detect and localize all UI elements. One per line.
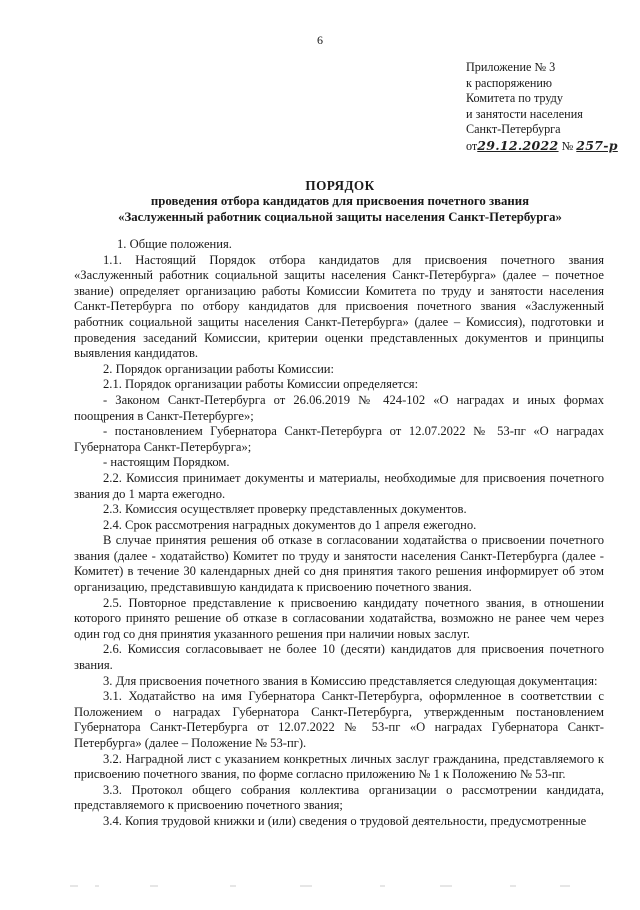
date-prefix: от bbox=[466, 138, 478, 153]
paragraph: В случае принятия решения об отказе в согласовании ходатайства о присвоении почетного звания (далее - ходатайство) Комитет по труду и занятости населения Санкт-Петербурга (далее - Комитет) в течение 30 календарных дней со дня принятия такого решения информирует об этом организацию, представившую кандидата к присвоению почетного звания. bbox=[74, 533, 604, 595]
paragraph: 2.1. Порядок организации работы Комиссии определяется: bbox=[103, 377, 419, 392]
paragraph: 3.4. Копия трудовой книжки и (или) сведения о трудовой деятельности, предусмотренные bbox=[103, 813, 587, 828]
paragraph: 3.2. Наградной лист с указанием конкретных личных заслуг гражданина, представляемого к присвоению почетного звания, по форме согласно приложению № 1 к Положению № 53-пг. bbox=[74, 751, 604, 782]
paragraph: 2.2. Комиссия принимает документы и материалы, необходимые для присвоения почетного звания до 1 марта ежегодно. bbox=[74, 470, 604, 501]
handwritten-date: 29.12.2022 bbox=[477, 137, 559, 153]
appendix-line: Комитета по труду bbox=[466, 91, 563, 106]
paragraph: - постановлением Губернатора Санкт-Петербурга от 12.07.2022 № 53-пг «О наградах Губернатора Санкт-Петербурга»; bbox=[74, 424, 604, 454]
paragraph: 2.3. Комиссия осуществляет проверку представленных документов. bbox=[103, 502, 467, 517]
document-body bbox=[74, 237, 604, 830]
paragraph: 2.4. Срок рассмотрения наградных документов до 1 апреля ежегодно. bbox=[103, 517, 477, 532]
title-line-1: проведения отбора кандидатов для присвоения почетного звания bbox=[150, 194, 530, 208]
document-title bbox=[60, 178, 620, 225]
appendix-line: Приложение № 3 bbox=[466, 60, 556, 74]
paragraph: - настоящим Порядком. bbox=[103, 455, 230, 470]
paragraph: 1. Общие положения. bbox=[117, 237, 232, 251]
paragraph: 2. Порядок организации работы Комиссии: bbox=[103, 361, 335, 376]
appendix-line: Санкт-Петербурга bbox=[466, 122, 561, 137]
paragraph: 2.5. Повторное представление к присвоению кандидату почетного звания, в отношении которого принято решение об отказе в согласовании ходатайства, возможно не ранее чем через один год со дня принятия указанного решения при наличии новых заслуг. bbox=[74, 595, 604, 641]
number-prefix: № bbox=[561, 138, 574, 153]
paragraph: 2.6. Комиссия согласовывает не более 10 (десяти) кандидатов для присвоения почетного звания. bbox=[74, 642, 604, 673]
paragraph: 3. Для присвоения почетного звания в Комиссию представляется следующая документация: bbox=[103, 673, 598, 688]
scan-bottom-edge bbox=[0, 884, 640, 905]
appendix-block bbox=[466, 60, 626, 155]
appendix-date-line bbox=[466, 138, 626, 155]
paragraph: 3.3. Протокол общего собрания коллектива организации о рассмотрении кандидата, представляемого к присвоению почетного звания; bbox=[74, 782, 604, 813]
handwritten-number: 257-р bbox=[576, 137, 618, 153]
title-main: ПОРЯДОК bbox=[305, 178, 375, 193]
paragraph: 3.1. Ходатайство на имя Губернатора Санкт-Петербурга, оформленное в соответствии с Положением о наградах Губернатора Санкт-Петербурга, утвержденным постановлением Губернатора Санкт-Петербурга от 12.07.2022 № 53-пг «О наградах Губернатора Санкт-Петербурга» (далее – Положение № 53-пг). bbox=[74, 689, 604, 750]
appendix-line: и занятости населения bbox=[466, 106, 583, 121]
paragraph: - Законом Санкт-Петербурга от 26.06.2019 № 424-102 «О наградах и иных формах поощрения в Санкт-Петербурге»; bbox=[74, 392, 604, 423]
paragraph: 1.1. Настоящий Порядок отбора кандидатов для присвоения почетного звания «Заслуженный работник социальной защиты населения Санкт-Петербурга» (далее – почетное звание) определяет организацию работы Комиссии Комитета по труду и занятости населения Санкт-Петербурга по отбору кандидатов для присвоения почетного звания «Заслуженный работник социальной защиты населения Санкт-Петербурга» (далее – Комиссия), подготовки и проведения заседаний Комиссии, критерии оценки представленных документов и принципы выявления кандидатов. bbox=[74, 252, 604, 361]
scan-noise-graphic bbox=[0, 884, 640, 905]
title-line-2: «Заслуженный работник социальной защиты населения Санкт-Петербурга» bbox=[118, 209, 562, 224]
page-number: 6 bbox=[317, 33, 323, 47]
appendix-line: к распоряжению bbox=[466, 75, 553, 90]
